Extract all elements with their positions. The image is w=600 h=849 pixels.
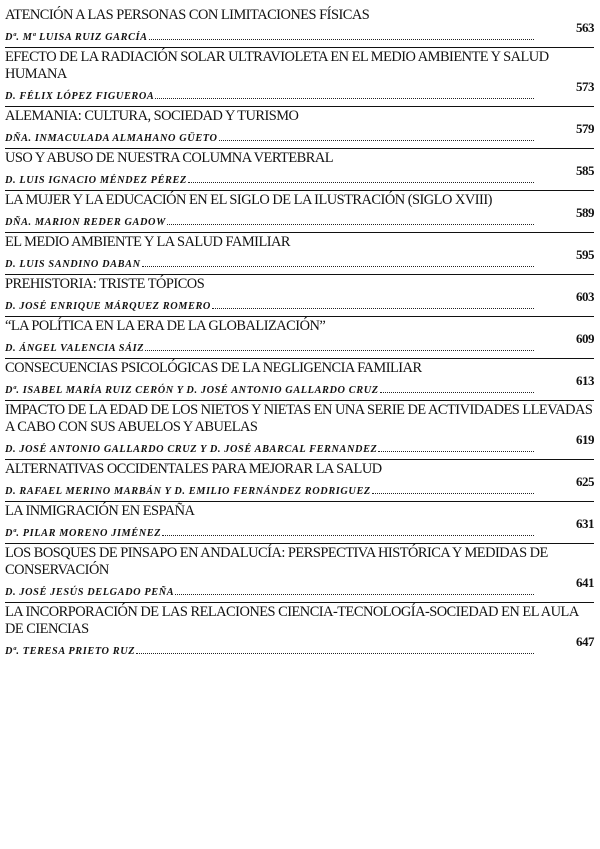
toc-entry xyxy=(5,400,594,459)
author-row xyxy=(5,480,594,501)
page-number: 573 xyxy=(576,79,594,94)
author-row xyxy=(5,522,594,543)
article-title: PREHISTORIA: TRISTE TÓPICOS xyxy=(5,276,205,292)
article-author: Dª. ISABEL MARÍA RUIZ CERÓN Y D. JOSÉ ANTONIO GALLARDO CRUZ xyxy=(5,385,379,396)
page-number: 595 xyxy=(576,247,594,262)
author-row xyxy=(5,581,594,602)
article-author: Dª. PILAR MORENO JIMÉNEZ xyxy=(5,528,162,539)
article-title: LOS BOSQUES DE PINSAPO EN ANDALUCÍA: PERSPECTIVA HISTÓRICA Y MEDIDAS DE CONSERVACIÓN xyxy=(5,545,548,578)
toc-entry xyxy=(5,543,594,602)
toc-entry xyxy=(5,602,594,661)
article-author: D. RAFAEL MERINO MARBÁN Y D. EMILIO FERNÁNDEZ RODRIGUEZ xyxy=(5,486,371,497)
author-row xyxy=(5,295,594,316)
article-title: LA MUJER Y LA EDUCACIÓN EN EL SIGLO DE LA ILUSTRACIÓN (SIGLO XVIII) xyxy=(5,192,492,208)
page-number: 579 xyxy=(576,121,594,136)
article-author: Dª. Mª LUISA RUIZ GARCÍA xyxy=(5,32,148,43)
toc-entry xyxy=(5,47,594,106)
dot-leader xyxy=(162,534,534,536)
toc-entry xyxy=(5,190,594,232)
dot-leader xyxy=(212,307,534,309)
page-number: 631 xyxy=(576,516,594,531)
article-title: LA INCORPORACIÓN DE LAS RELACIONES CIENCIA-TECNOLOGÍA-SOCIEDAD EN EL AULA DE CIENCIAS xyxy=(5,604,578,637)
dot-leader xyxy=(219,139,534,141)
article-author: D. LUIS IGNACIO MÉNDEZ PÉREZ xyxy=(5,175,187,186)
author-row xyxy=(5,253,594,274)
page-number: 585 xyxy=(576,163,594,178)
author-row xyxy=(5,211,594,232)
page-number: 641 xyxy=(576,575,594,590)
dot-leader xyxy=(155,97,534,99)
toc-entry xyxy=(5,358,594,400)
dot-leader xyxy=(380,391,534,393)
toc-entry xyxy=(5,501,594,543)
page-number: 589 xyxy=(576,205,594,220)
dot-leader xyxy=(142,265,534,267)
toc-entry xyxy=(5,316,594,358)
article-author: DÑA. MARION REDER GADOW xyxy=(5,217,166,228)
dot-leader xyxy=(372,492,534,494)
table-of-contents xyxy=(5,6,594,661)
author-row xyxy=(5,379,594,400)
page-number: 603 xyxy=(576,289,594,304)
article-title: USO Y ABUSO DE NUESTRA COLUMNA VERTEBRAL xyxy=(5,150,334,166)
article-author: D. JOSÉ JESÚS DELGADO PEÑA xyxy=(5,587,175,598)
page-number: 625 xyxy=(576,474,594,489)
article-title: EFECTO DE LA RADIACIÓN SOLAR ULTRAVIOLETA EN EL MEDIO AMBIENTE Y SALUD HUMANA xyxy=(5,49,549,82)
page-number: 619 xyxy=(576,432,594,447)
dot-leader xyxy=(145,349,534,351)
page-number: 647 xyxy=(576,634,594,649)
article-author: D. JOSÉ ENRIQUE MÁRQUEZ ROMERO xyxy=(5,301,211,312)
article-title: IMPACTO DE LA EDAD DE LOS NIETOS Y NIETAS EN UNA SERIE DE ACTIVIDADES LLEVADAS A CABO CON SUS ABUELOS Y ABUELAS xyxy=(5,402,593,435)
article-title: ALEMANIA: CULTURA, SOCIEDAD Y TURISMO xyxy=(5,108,299,124)
author-row xyxy=(5,169,594,190)
article-author: DÑA. INMACULADA ALMAHANO GÜETO xyxy=(5,133,218,144)
dot-leader xyxy=(175,593,534,595)
article-author: D. ÁNGEL VALENCIA SÁIZ xyxy=(5,343,145,354)
author-row xyxy=(5,85,594,106)
article-author: D. FÉLIX LÓPEZ FIGUEROA xyxy=(5,91,155,102)
author-row xyxy=(5,640,594,661)
author-row xyxy=(5,337,594,358)
article-author: D. LUIS SANDINO DABAN xyxy=(5,259,141,270)
dot-leader xyxy=(378,450,534,452)
page-number: 613 xyxy=(576,373,594,388)
toc-entry xyxy=(5,148,594,190)
article-author: D. JOSÉ ANTONIO GALLARDO CRUZ Y D. JOSÉ ABARCAL FERNANDEZ xyxy=(5,444,378,455)
article-title: CONSECUENCIAS PSICOLÓGICAS DE LA NEGLIGENCIA FAMILIAR xyxy=(5,360,422,376)
page-number: 609 xyxy=(576,331,594,346)
dot-leader xyxy=(167,223,534,225)
article-title: ATENCIÓN A LAS PERSONAS CON LIMITACIONES FÍSICAS xyxy=(5,7,370,23)
article-title: EL MEDIO AMBIENTE Y LA SALUD FAMILIAR xyxy=(5,234,291,250)
author-row xyxy=(5,438,594,459)
page-number: 563 xyxy=(576,20,594,35)
toc-entry xyxy=(5,274,594,316)
author-row xyxy=(5,127,594,148)
dot-leader xyxy=(136,652,534,654)
article-author: Dª. TERESA PRIETO RUZ xyxy=(5,646,136,657)
author-row xyxy=(5,26,594,47)
article-title: “LA POLÍTICA EN LA ERA DE LA GLOBALIZACIÓN” xyxy=(5,318,326,334)
toc-entry xyxy=(5,232,594,274)
toc-entry xyxy=(5,6,594,47)
article-title: ALTERNATIVAS OCCIDENTALES PARA MEJORAR LA SALUD xyxy=(5,461,382,477)
dot-leader xyxy=(188,181,534,183)
dot-leader xyxy=(149,38,534,40)
toc-entry xyxy=(5,459,594,501)
article-title: LA INMIGRACIÓN EN ESPAÑA xyxy=(5,503,195,519)
toc-entry xyxy=(5,106,594,148)
